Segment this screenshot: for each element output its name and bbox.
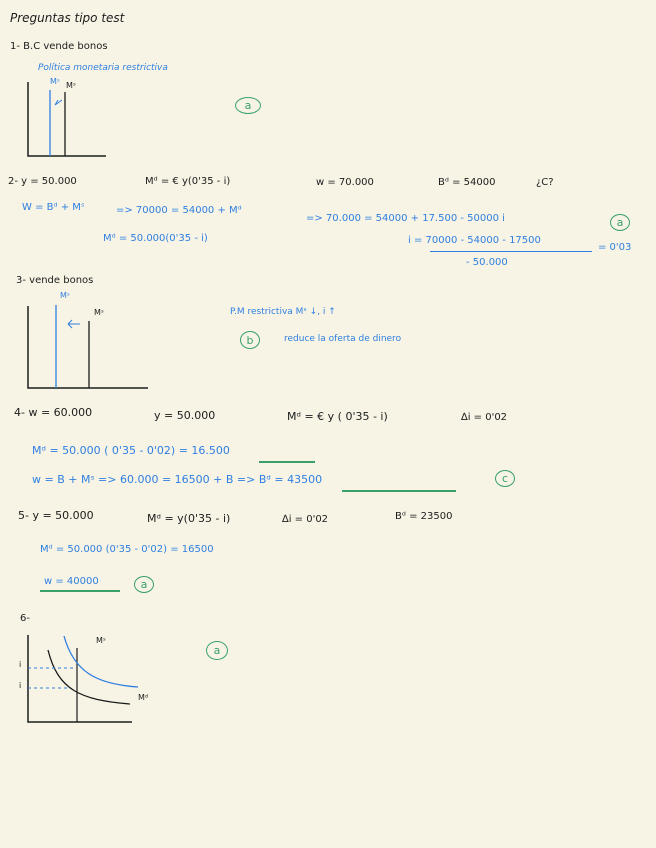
q4-delta: ∆i = 0'02 bbox=[461, 412, 508, 423]
q5-b: Bᵈ = 23500 bbox=[395, 511, 453, 522]
q4-underline2 bbox=[342, 490, 456, 492]
q2-y: 2- y = 50.000 bbox=[8, 176, 77, 187]
q3-note2: reduce la oferta de dinero bbox=[284, 334, 402, 344]
q4-y: y = 50.000 bbox=[154, 409, 216, 422]
q6-i2: i bbox=[19, 681, 22, 690]
q3-note1: P.M restrictiva Mˢ ↓, i ↑ bbox=[230, 307, 336, 317]
q1-header: 1- B.C vende bonos bbox=[10, 41, 108, 52]
q1-answer: a bbox=[235, 97, 261, 114]
q2-line1b: => 70000 = 54000 + Mᵈ bbox=[116, 205, 242, 216]
q4-md: Mᵈ = € y ( 0'35 - i) bbox=[287, 410, 388, 423]
q5-answer: a bbox=[134, 576, 154, 593]
q2-md-eq: Mᵈ = € y(0'35 - i) bbox=[145, 176, 231, 187]
q3-ms-label: Mˢ bbox=[60, 291, 70, 300]
q2-answer: a bbox=[610, 214, 630, 231]
q6-md-label: Mᵈ bbox=[138, 693, 149, 702]
q2-frac-line bbox=[430, 251, 592, 252]
q2-result: = 0'03 bbox=[598, 242, 632, 253]
q2-b: Bᵈ = 54000 bbox=[438, 177, 496, 188]
q5-delta: ∆i = 0'02 bbox=[282, 514, 329, 525]
q1-ms-label: Mˢ bbox=[50, 77, 60, 86]
q5-line1: Mᵈ = 50.000 (0'35 - 0'02) = 16500 bbox=[40, 544, 214, 555]
q5-md: Mᵈ = y(0'35 - i) bbox=[147, 512, 231, 525]
q2-frac-den: - 50.000 bbox=[466, 257, 508, 268]
q2-line2: Mᵈ = 50.000(0'35 - i) bbox=[103, 233, 208, 244]
q2-ask: ¿C? bbox=[536, 177, 554, 188]
q4-underline1 bbox=[259, 461, 315, 463]
page-title: Preguntas tipo test bbox=[10, 11, 125, 25]
q2-w: w = 70.000 bbox=[316, 177, 374, 188]
q2-frac-num: i = 70000 - 54000 - 17500 bbox=[408, 235, 541, 246]
q5-underline bbox=[40, 590, 120, 592]
q4-line2: w = B + Mˢ => 60.000 = 16500 + B => Bᵈ = 43500 bbox=[32, 473, 323, 486]
q6-header: 6- bbox=[20, 613, 30, 624]
q4-answer: c bbox=[495, 470, 515, 487]
q5-y: 5- y = 50.000 bbox=[18, 509, 94, 522]
q3-answer: b bbox=[240, 331, 260, 349]
q1-md-label: Mˢ bbox=[66, 81, 76, 90]
q2-line1c: => 70.000 = 54000 + 17.500 - 50000 i bbox=[306, 213, 505, 224]
q3-header: 3- vende bonos bbox=[16, 275, 94, 286]
q3-md-label: Mˢ bbox=[94, 308, 104, 317]
q6-answer: a bbox=[206, 641, 228, 660]
q6-i1: i bbox=[19, 660, 22, 669]
q4-w: 4- w = 60.000 bbox=[14, 406, 93, 419]
q4-line1: Mᵈ = 50.000 ( 0'35 - 0'02) = 16.500 bbox=[32, 444, 230, 457]
q5-line2: w = 40000 bbox=[44, 576, 99, 587]
q2-line1: W = Bᵈ + Mˢ bbox=[22, 202, 85, 213]
q1-note: Política monetaria restrictiva bbox=[38, 63, 168, 73]
q6-ms-label: Mˢ bbox=[96, 636, 106, 645]
